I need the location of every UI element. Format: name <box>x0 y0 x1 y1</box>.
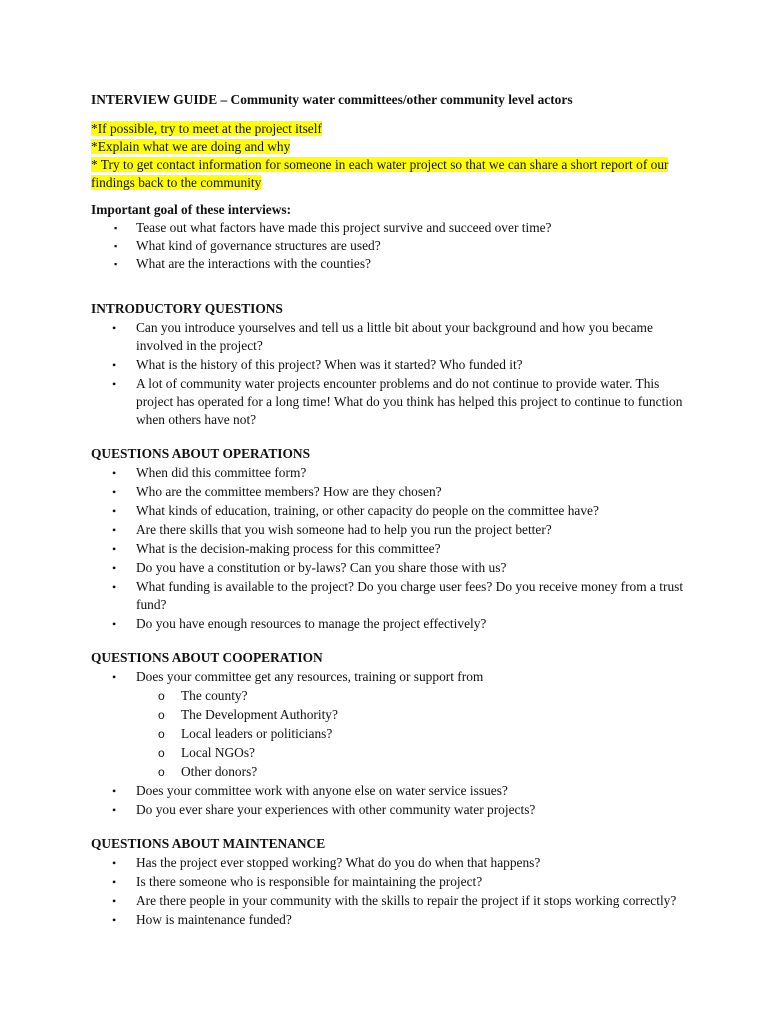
bullet-icon: • <box>112 617 117 631</box>
document-body <box>91 91 691 929</box>
cooperation-list-continued <box>91 782 691 819</box>
document-title: INTERVIEW GUIDE – Community water committees/other community level actors <box>91 92 573 107</box>
note-explain: *Explain what we are doing and why <box>91 139 291 154</box>
list-item: • Can you introduce yourselves and tell us a little bit about your background and how you became involved in the project? <box>112 320 653 353</box>
circle-bullet-icon: o <box>158 746 165 760</box>
sub-list-item: o The Development Authority? <box>158 707 338 722</box>
cooperation-list <box>91 668 691 686</box>
section-heading-introductory: INTRODUCTORY QUESTIONS <box>91 301 283 316</box>
list-item: • What is the decision-making process for this committee? <box>112 541 441 556</box>
operations-list <box>91 464 691 633</box>
list-item: • Has the project ever stopped working? What do you do when that happens? <box>112 855 541 870</box>
section-heading-operations: QUESTIONS ABOUT OPERATIONS <box>91 446 311 461</box>
note-meet-at-project: *If possible, try to meet at the project itself <box>91 121 322 136</box>
square-bullet-icon: ▪ <box>114 259 118 269</box>
bullet-icon: • <box>112 377 117 391</box>
list-item: • Do you have a constitution or by-laws? Can you share those with us? <box>112 560 507 575</box>
bullet-icon: • <box>112 504 117 518</box>
bullet-icon: • <box>112 523 117 537</box>
goal-list <box>91 219 691 273</box>
bullet-icon: • <box>112 913 117 927</box>
list-item: • Does your committee work with anyone else on water service issues? <box>112 783 508 798</box>
bullet-icon: • <box>112 466 117 480</box>
circle-bullet-icon: o <box>158 765 165 779</box>
section-heading-cooperation: QUESTIONS ABOUT COOPERATION <box>91 650 323 665</box>
bullet-icon: • <box>112 542 117 556</box>
list-item: • Are there people in your community with the skills to repair the project if it stops working correctly? <box>112 893 677 908</box>
list-item: • How is maintenance funded? <box>112 912 292 927</box>
list-item: • What is the history of this project? When was it started? Who funded it? <box>112 357 523 372</box>
sub-list-item: o Other donors? <box>158 764 258 779</box>
sub-list-item: o The county? <box>158 688 248 703</box>
bullet-icon: • <box>112 784 117 798</box>
goal-heading: Important goal of these interviews: <box>91 202 292 217</box>
list-item: • A lot of community water projects encounter problems and do not continue to provide water. This project has operated for a long time! What do you think has helped this project to continue to function when others have not? <box>112 376 683 427</box>
bullet-icon: • <box>112 485 117 499</box>
list-item: • When did this committee form? <box>112 465 307 480</box>
section-heading-maintenance: QUESTIONS ABOUT MAINTENANCE <box>91 836 326 851</box>
list-item: ▪ What are the interactions with the counties? <box>114 256 371 271</box>
bullet-icon: • <box>112 856 117 870</box>
introductory-list <box>91 319 691 429</box>
bullet-icon: • <box>112 321 117 335</box>
list-item: • Does your committee get any resources, training or support from <box>112 669 484 684</box>
bullet-icon: • <box>112 875 117 889</box>
sub-list-item: o Local NGOs? <box>158 745 255 760</box>
square-bullet-icon: ▪ <box>114 241 118 251</box>
list-item: • Who are the committee members? How are they chosen? <box>112 484 442 499</box>
list-item: • Do you have enough resources to manage the project effectively? <box>112 616 487 631</box>
circle-bullet-icon: o <box>158 708 165 722</box>
note-contact-info: * Try to get contact information for someone in each water project so that we can share a short report of our findings back to the community <box>91 157 669 190</box>
support-sources-sublist <box>91 687 691 781</box>
sub-list-item: o Local leaders or politicians? <box>158 726 333 741</box>
bullet-icon: • <box>112 803 117 817</box>
list-item: • Do you ever share your experiences with other community water projects? <box>112 802 536 817</box>
highlighted-notes <box>91 120 691 192</box>
bullet-icon: • <box>112 894 117 908</box>
square-bullet-icon: ▪ <box>114 223 118 233</box>
list-item: ▪ Tease out what factors have made this project survive and succeed over time? <box>114 220 552 235</box>
bullet-icon: • <box>112 670 117 684</box>
list-item: • What kinds of education, training, or other capacity do people on the committee have? <box>112 503 599 518</box>
circle-bullet-icon: o <box>158 689 165 703</box>
bullet-icon: • <box>112 561 117 575</box>
circle-bullet-icon: o <box>158 727 165 741</box>
bullet-icon: • <box>112 580 117 594</box>
list-item: • What funding is available to the project? Do you charge user fees? Do you receive money from a trust fund? <box>112 579 684 612</box>
list-item: • Are there skills that you wish someone had to help you run the project better? <box>112 522 552 537</box>
list-item: • Is there someone who is responsible for maintaining the project? <box>112 874 483 889</box>
bullet-icon: • <box>112 358 117 372</box>
maintenance-list <box>91 854 691 929</box>
list-item: ▪ What kind of governance structures are used? <box>114 238 381 253</box>
